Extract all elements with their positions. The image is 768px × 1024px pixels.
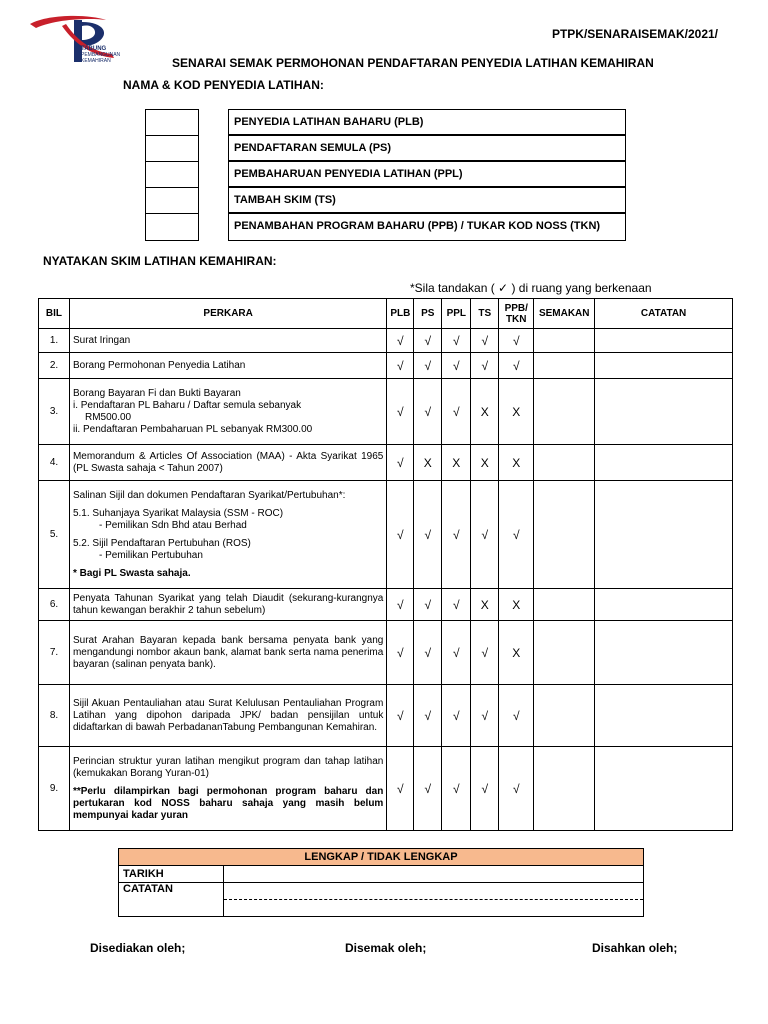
divider (145, 135, 199, 136)
status-table (118, 848, 644, 917)
col-catatan: CATATAN (595, 299, 733, 329)
row-item (69, 747, 386, 831)
table-row (39, 685, 733, 747)
catatan-cell[interactable] (595, 353, 733, 379)
semakan-cell[interactable] (534, 353, 595, 379)
semakan-cell[interactable] (534, 445, 595, 481)
item-line: Surat Arahan Bayaran kepada bank bersama penyata bank yang mengandungi nombor akaun bank, alamat bank serta nama penerima bayaran (salinan penyata bank). (72, 634, 384, 670)
catatan-cell[interactable] (595, 481, 733, 589)
semakan-cell[interactable] (534, 747, 595, 831)
mark-plb: √ (387, 445, 414, 481)
mark-ts: X (471, 379, 499, 445)
item-line: **Perlu dilampirkan bagi permohonan program baharu dan pertukaran kod NOSS baharu sahaja yang masih belum mempunyai kadar yuran (72, 785, 384, 821)
col-plb: PLB (387, 299, 414, 329)
mark-ppb: √ (499, 747, 534, 831)
catatan-cell[interactable] (595, 589, 733, 621)
item-line: Borang Bayaran Fi dan Bukti Bayaran (72, 387, 241, 399)
mark-plb: √ (387, 481, 414, 589)
mark-ppb: X (499, 379, 534, 445)
ptpk-logo (28, 12, 146, 68)
row-number: 1. (39, 329, 70, 353)
mark-ppl: √ (442, 685, 471, 747)
mark-ps: √ (414, 353, 442, 379)
col-perkara: PERKARA (69, 299, 386, 329)
mark-ts: √ (471, 353, 499, 379)
col-ts: TS (471, 299, 499, 329)
svg-text:KEMAHIRAN: KEMAHIRAN (81, 58, 111, 64)
item-line: i. Pendaftaran PL Baharu / Daftar semula sebanyak (72, 399, 302, 411)
item-line: Memorandum & Articles Of Association (MAA) - Akta Syarikat 1965 (PL Swasta sahaja < Tahun 2007) (72, 450, 384, 474)
mark-ppl: √ (442, 589, 471, 621)
item-line: Borang Permohonan Penyedia Latihan (72, 359, 246, 371)
mark-ppb: X (499, 589, 534, 621)
row-number: 9. (39, 747, 70, 831)
col-ps: PS (414, 299, 442, 329)
row-item (69, 481, 386, 589)
row-number: 2. (39, 353, 70, 379)
mark-plb: √ (387, 747, 414, 831)
item-line: Surat Iringan (72, 334, 131, 346)
item-line: - Pemilikan Pertubuhan (98, 549, 203, 561)
table-row (39, 379, 733, 445)
catatan-field-line1[interactable] (224, 883, 644, 900)
item-line: Sijil Akuan Pentauliahan atau Surat Kelulusan Pentauliahan Program Latihan yang dipohon daripada JPK/ badan pensijilan untuk didaftarkan di bawah PerbadananTabung Pembangunan Kemahiran. (72, 697, 384, 733)
type-label-plb: PENYEDIA LATIHAN BAHARU (PLB) (228, 109, 626, 135)
mark-ps: √ (414, 589, 442, 621)
table-row (39, 445, 733, 481)
row-item (69, 445, 386, 481)
type-checkbox-group (145, 109, 199, 241)
mark-ppb: √ (499, 481, 534, 589)
item-line: Salinan Sijil dan dokumen Pendaftaran Syarikat/Pertubuhan*: (72, 489, 346, 501)
type-label-ppb: PENAMBAHAN PROGRAM BAHARU (PPB) / TUKAR KOD NOSS (TKN) (228, 213, 626, 241)
table-row (39, 353, 733, 379)
mark-plb: √ (387, 621, 414, 685)
divider (145, 161, 199, 162)
section-label: NYATAKAN SKIM LATIHAN KEMAHIRAN: (43, 254, 277, 268)
instruction-note: *Sila tandakan ( ✓ ) di ruang yang berkenaan (410, 281, 652, 295)
row-item (69, 379, 386, 445)
semakan-cell[interactable] (534, 329, 595, 353)
mark-ps: √ (414, 379, 442, 445)
table-row (39, 621, 733, 685)
tarikh-label: TARIKH (119, 866, 224, 883)
mark-ppl: √ (442, 329, 471, 353)
mark-ts: √ (471, 621, 499, 685)
type-label-ts: TAMBAH SKIM (TS) (228, 187, 626, 213)
catatan-label: CATATAN (119, 883, 224, 917)
document-reference: PTPK/SENARAISEMAK/2021/ (551, 27, 718, 41)
row-number: 5. (39, 481, 70, 589)
semakan-cell[interactable] (534, 685, 595, 747)
col-bil: BIL (39, 299, 70, 329)
mark-ppl: √ (442, 747, 471, 831)
item-line: Penyata Tahunan Syarikat yang telah Diaudit (sekurang-kurangnya tahun kewangan berakhir 2 tahun sebelum) (72, 592, 384, 616)
tarikh-field[interactable] (224, 866, 644, 883)
item-line: 5.2. Sijil Pendaftaran Pertubuhan (ROS) (72, 537, 251, 549)
row-item (69, 353, 386, 379)
mark-ts: √ (471, 481, 499, 589)
row-number: 8. (39, 685, 70, 747)
mark-ppb: X (499, 445, 534, 481)
mark-ps: √ (414, 685, 442, 747)
mark-ppb: √ (499, 685, 534, 747)
type-label-ps: PENDAFTARAN SEMULA (PS) (228, 135, 626, 161)
mark-ps: √ (414, 621, 442, 685)
divider (145, 213, 199, 214)
row-number: 6. (39, 589, 70, 621)
catatan-cell[interactable] (595, 329, 733, 353)
type-label-ppl: PEMBAHARUAN PENYEDIA LATIHAN (PPL) (228, 161, 626, 187)
row-item (69, 685, 386, 747)
mark-ppl: √ (442, 353, 471, 379)
row-item (69, 589, 386, 621)
mark-ps: X (414, 445, 442, 481)
status-header: LENGKAP / TIDAK LENGKAP (119, 849, 644, 866)
mark-ts: X (471, 589, 499, 621)
mark-ppb: √ (499, 329, 534, 353)
mark-plb: √ (387, 353, 414, 379)
mark-ppl: X (442, 445, 471, 481)
row-number: 4. (39, 445, 70, 481)
row-number: 7. (39, 621, 70, 685)
item-line: RM500.00 (84, 411, 132, 423)
row-item (69, 329, 386, 353)
table-row (39, 329, 733, 353)
mark-ppb: X (499, 621, 534, 685)
mark-plb: √ (387, 685, 414, 747)
mark-ts: X (471, 445, 499, 481)
approved-by-label: Disahkan oleh; (592, 941, 678, 955)
semakan-cell[interactable] (534, 621, 595, 685)
mark-plb: √ (387, 379, 414, 445)
col-ppl: PPL (442, 299, 471, 329)
catatan-cell[interactable] (595, 379, 733, 445)
col-ppb-tkn (499, 299, 534, 329)
table-row (39, 481, 733, 589)
item-line: - Pemilikan Sdn Bhd atau Berhad (98, 519, 247, 531)
semakan-cell[interactable] (534, 589, 595, 621)
row-number: 3. (39, 379, 70, 445)
checklist-table (38, 298, 733, 831)
mark-plb: √ (387, 589, 414, 621)
mark-ppl: √ (442, 481, 471, 589)
mark-ppl: √ (442, 379, 471, 445)
svg-text:TABUNG: TABUNG (81, 46, 107, 52)
item-line: Perincian struktur yuran latihan mengikut program dan tahap latihan (kemukakan Borang Yuran-01) (72, 755, 384, 779)
row-item (69, 621, 386, 685)
semakan-cell[interactable] (534, 379, 595, 445)
divider (145, 187, 199, 188)
catatan-cell[interactable] (595, 685, 733, 747)
mark-plb: √ (387, 329, 414, 353)
table-row (39, 747, 733, 831)
col-semakan: SEMAKAN (534, 299, 595, 329)
table-header-row (39, 299, 733, 329)
mark-ts: √ (471, 685, 499, 747)
mark-ts: √ (471, 329, 499, 353)
svg-text:PEMBANGUNAN: PEMBANGUNAN (81, 52, 121, 58)
col-ppb-line2: TKN (505, 313, 527, 325)
mark-ps: √ (414, 747, 442, 831)
mark-ps: √ (414, 481, 442, 589)
prepared-by-label: Disediakan oleh; (90, 941, 186, 955)
mark-ts: √ (471, 747, 499, 831)
semakan-cell[interactable] (534, 481, 595, 589)
item-line: * Bagi PL Swasta sahaja. (72, 567, 191, 579)
checked-by-label: Disemak oleh; (345, 941, 427, 955)
mark-ps: √ (414, 329, 442, 353)
mark-ppb: √ (499, 353, 534, 379)
catatan-field-line2[interactable] (224, 900, 644, 917)
provider-name-label: NAMA & KOD PENYEDIA LATIHAN: (123, 78, 324, 92)
catatan-cell[interactable] (595, 445, 733, 481)
col-ppb-line1: PPB/ (504, 302, 528, 314)
page-title: SENARAI SEMAK PERMOHONAN PENDAFTARAN PENYEDIA LATIHAN KEMAHIRAN (172, 56, 654, 70)
item-line: 5.1. Suhanjaya Syarikat Malaysia (SSM - ROC) (72, 507, 284, 519)
catatan-cell[interactable] (595, 621, 733, 685)
mark-ppl: √ (442, 621, 471, 685)
catatan-cell[interactable] (595, 747, 733, 831)
item-line: ii. Pendaftaran Pembaharuan PL sebanyak RM300.00 (72, 423, 313, 435)
table-row (39, 589, 733, 621)
